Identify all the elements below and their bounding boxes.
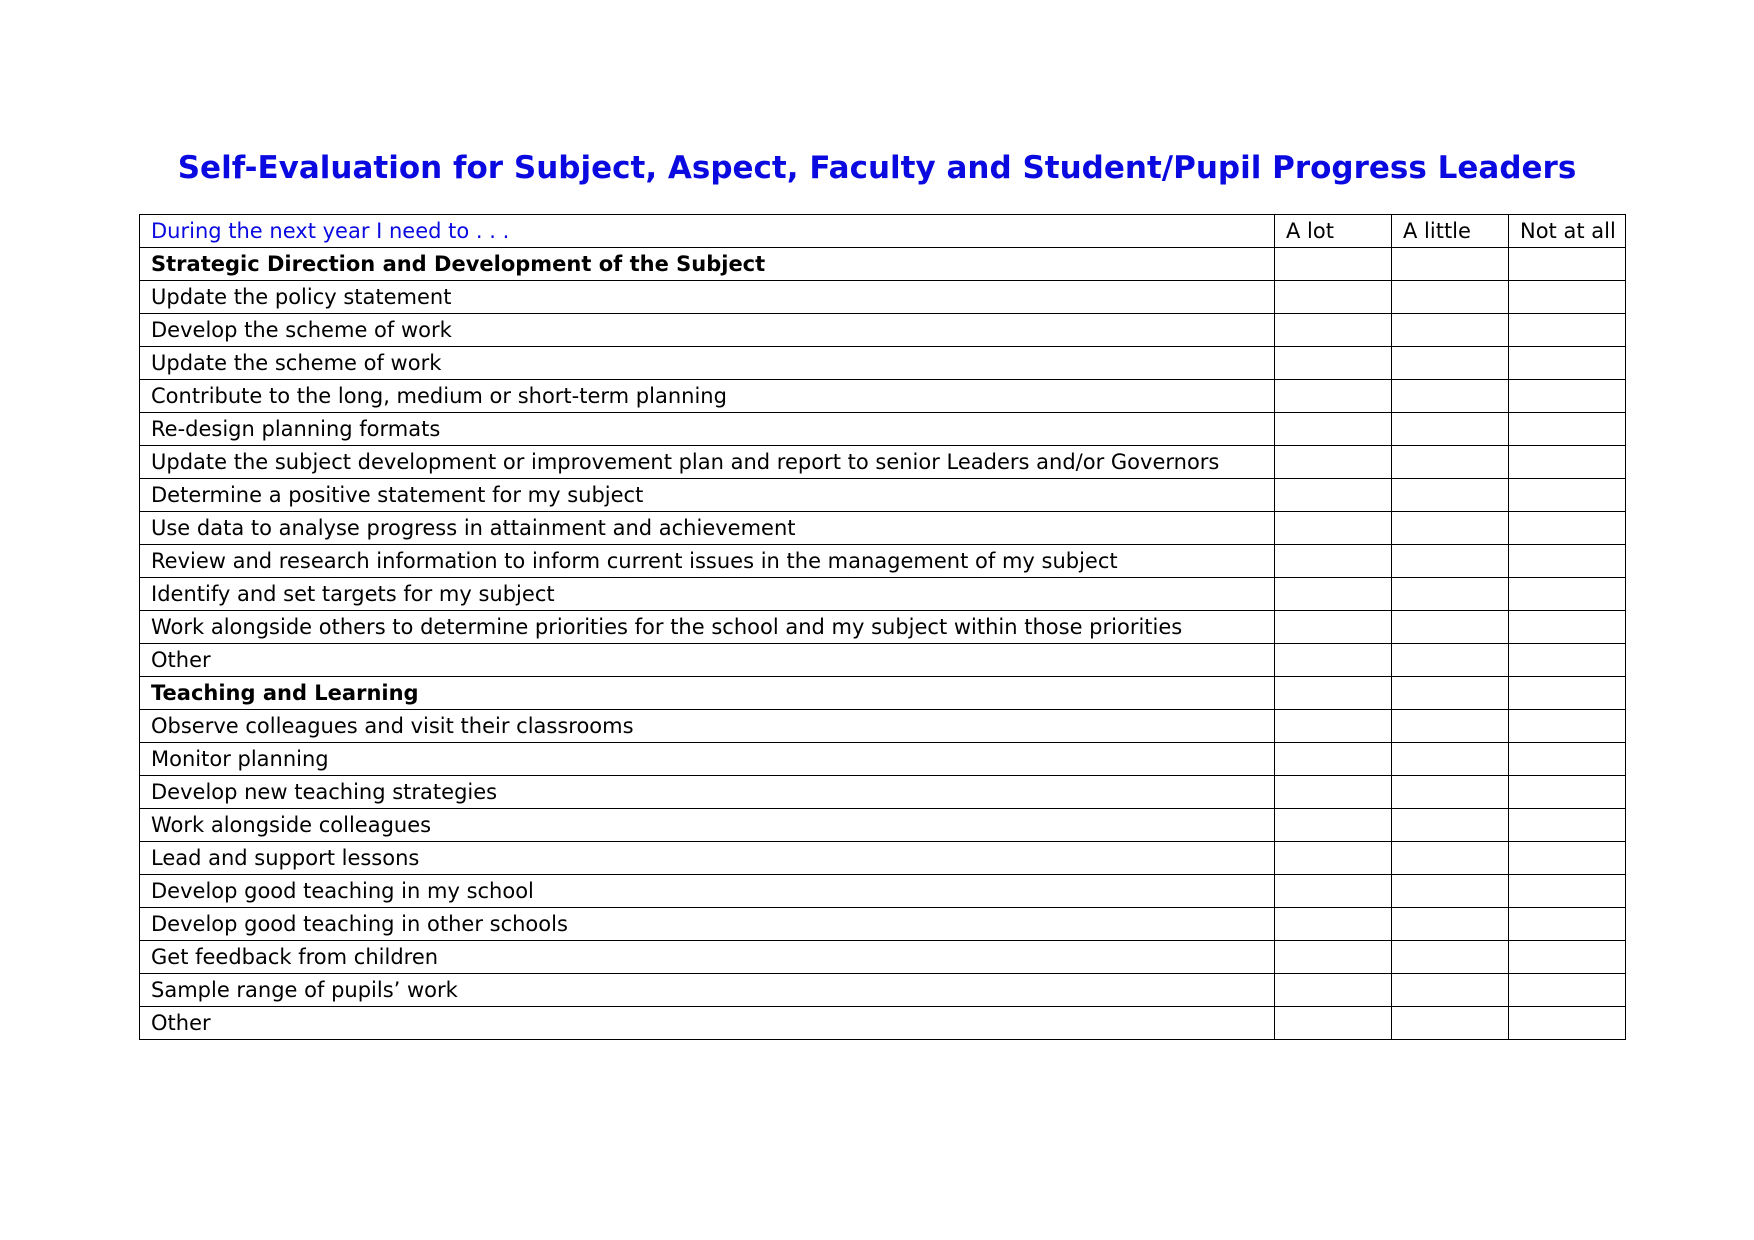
rating-cell-a-little[interactable] [1392,908,1509,941]
rating-cell-a-lot[interactable] [1275,908,1392,941]
rating-cell-a-lot[interactable] [1275,1007,1392,1040]
rating-cell-not-at-all[interactable] [1509,380,1626,413]
rating-cell-a-lot[interactable] [1275,776,1392,809]
table-row [140,446,1626,479]
rating-cell-a-little[interactable] [1392,644,1509,677]
rating-cell-a-lot[interactable] [1275,578,1392,611]
rating-cell-not-at-all[interactable] [1509,1007,1626,1040]
item-label: Use data to analyse progress in attainment and achievement [140,512,1275,545]
section-title: Teaching and Learning [140,677,1275,710]
rating-cell-not-at-all[interactable] [1509,941,1626,974]
rating-cell-a-little[interactable] [1392,512,1509,545]
self-evaluation-table [139,214,1626,1040]
table-body [140,248,1626,1040]
item-label: Sample range of pupils’ work [140,974,1275,1007]
rating-cell-a-lot[interactable] [1275,809,1392,842]
rating-cell-a-little[interactable] [1392,281,1509,314]
table-row [140,512,1626,545]
rating-cell-a-little[interactable] [1392,578,1509,611]
rating-cell-a-lot[interactable] [1275,512,1392,545]
rating-cell-a-little[interactable] [1392,710,1509,743]
item-label: Develop good teaching in other schools [140,908,1275,941]
item-label: Observe colleagues and visit their classrooms [140,710,1275,743]
item-label: Lead and support lessons [140,842,1275,875]
item-label: Develop good teaching in my school [140,875,1275,908]
rating-cell-a-little[interactable] [1392,974,1509,1007]
table-row [140,347,1626,380]
rating-cell-a-little[interactable] [1392,347,1509,380]
table-row [140,380,1626,413]
item-label: Work alongside colleagues [140,809,1275,842]
rating-cell-a-lot[interactable] [1275,611,1392,644]
table-row [140,743,1626,776]
item-label: Other [140,1007,1275,1040]
rating-cell-a-lot[interactable] [1275,941,1392,974]
rating-cell-not-at-all[interactable] [1509,578,1626,611]
rating-cell-not-at-all[interactable] [1509,512,1626,545]
rating-cell-a-lot[interactable] [1275,380,1392,413]
rating-cell-a-lot[interactable] [1275,842,1392,875]
column-header-a-little: A little [1392,215,1509,248]
rating-cell-not-at-all[interactable] [1509,644,1626,677]
table-row [140,842,1626,875]
item-label: Update the subject development or improvement plan and report to senior Leaders and/or Governors [140,446,1275,479]
section-title: Strategic Direction and Development of the Subject [140,248,1275,281]
rating-cell-a-lot[interactable] [1275,743,1392,776]
table-row [140,644,1626,677]
rating-cell-not-at-all[interactable] [1509,347,1626,380]
item-label: Review and research information to inform current issues in the management of my subject [140,545,1275,578]
rating-cell-a-lot[interactable] [1275,281,1392,314]
rating-cell-a-little[interactable] [1392,1007,1509,1040]
item-label: Update the scheme of work [140,347,1275,380]
table-row [140,875,1626,908]
table-row [140,479,1626,512]
empty-cell [1275,677,1392,710]
rating-cell-not-at-all[interactable] [1509,842,1626,875]
rating-cell-a-lot[interactable] [1275,545,1392,578]
rating-cell-a-little[interactable] [1392,545,1509,578]
rating-cell-not-at-all[interactable] [1509,743,1626,776]
rating-cell-not-at-all[interactable] [1509,446,1626,479]
rating-cell-not-at-all[interactable] [1509,875,1626,908]
rating-cell-a-little[interactable] [1392,413,1509,446]
table-row [140,809,1626,842]
table-row [140,974,1626,1007]
rating-cell-a-lot[interactable] [1275,974,1392,1007]
rating-cell-a-little[interactable] [1392,446,1509,479]
rating-cell-a-little[interactable] [1392,479,1509,512]
rating-cell-a-little[interactable] [1392,776,1509,809]
rating-cell-a-lot[interactable] [1275,479,1392,512]
empty-cell [1509,677,1626,710]
rating-cell-a-little[interactable] [1392,842,1509,875]
table-row [140,578,1626,611]
column-header-not-at-all: Not at all [1509,215,1626,248]
rating-cell-not-at-all[interactable] [1509,314,1626,347]
item-label: Re-design planning formats [140,413,1275,446]
item-label: Contribute to the long, medium or short-term planning [140,380,1275,413]
rating-cell-not-at-all[interactable] [1509,776,1626,809]
table-row [140,545,1626,578]
rating-cell-not-at-all[interactable] [1509,611,1626,644]
empty-cell [1509,248,1626,281]
rating-cell-a-lot[interactable] [1275,875,1392,908]
page-title: Self-Evaluation for Subject, Aspect, Faculty and Student/Pupil Progress Leaders [177,150,1577,186]
item-label: Other [140,644,1275,677]
rating-cell-a-lot[interactable] [1275,413,1392,446]
rating-cell-not-at-all[interactable] [1509,974,1626,1007]
rating-cell-not-at-all[interactable] [1509,908,1626,941]
rating-cell-a-little[interactable] [1392,809,1509,842]
rating-cell-a-lot[interactable] [1275,644,1392,677]
rating-cell-a-little[interactable] [1392,941,1509,974]
rating-cell-a-lot[interactable] [1275,710,1392,743]
item-label: Develop new teaching strategies [140,776,1275,809]
table-row [140,1007,1626,1040]
table-row [140,941,1626,974]
rating-cell-not-at-all[interactable] [1509,281,1626,314]
table-row [140,281,1626,314]
table-row [140,413,1626,446]
rating-cell-not-at-all[interactable] [1509,479,1626,512]
item-label: Update the policy statement [140,281,1275,314]
rating-cell-not-at-all[interactable] [1509,809,1626,842]
item-label: Determine a positive statement for my subject [140,479,1275,512]
item-label: Monitor planning [140,743,1275,776]
rating-cell-not-at-all[interactable] [1509,545,1626,578]
rating-cell-a-lot[interactable] [1275,347,1392,380]
rating-cell-a-little[interactable] [1392,743,1509,776]
rating-cell-a-lot[interactable] [1275,314,1392,347]
column-header-a-lot: A lot [1275,215,1392,248]
rating-cell-not-at-all[interactable] [1509,413,1626,446]
table-row [140,710,1626,743]
table-row [140,611,1626,644]
item-label: Get feedback from children [140,941,1275,974]
rating-cell-a-little[interactable] [1392,611,1509,644]
empty-cell [1275,248,1392,281]
item-label: Identify and set targets for my subject [140,578,1275,611]
rating-cell-a-little[interactable] [1392,314,1509,347]
item-label: Work alongside others to determine priorities for the school and my subject within those priorities [140,611,1275,644]
table-row [140,908,1626,941]
table-header-row [140,215,1626,248]
section-header-row [140,248,1626,281]
rating-cell-a-lot[interactable] [1275,446,1392,479]
empty-cell [1392,677,1509,710]
table-row [140,314,1626,347]
table-row [140,776,1626,809]
rating-cell-not-at-all[interactable] [1509,710,1626,743]
rating-cell-a-little[interactable] [1392,875,1509,908]
item-label: Develop the scheme of work [140,314,1275,347]
prompt-header: During the next year I need to . . . [140,215,1275,248]
rating-cell-a-little[interactable] [1392,380,1509,413]
section-header-row [140,677,1626,710]
empty-cell [1392,248,1509,281]
